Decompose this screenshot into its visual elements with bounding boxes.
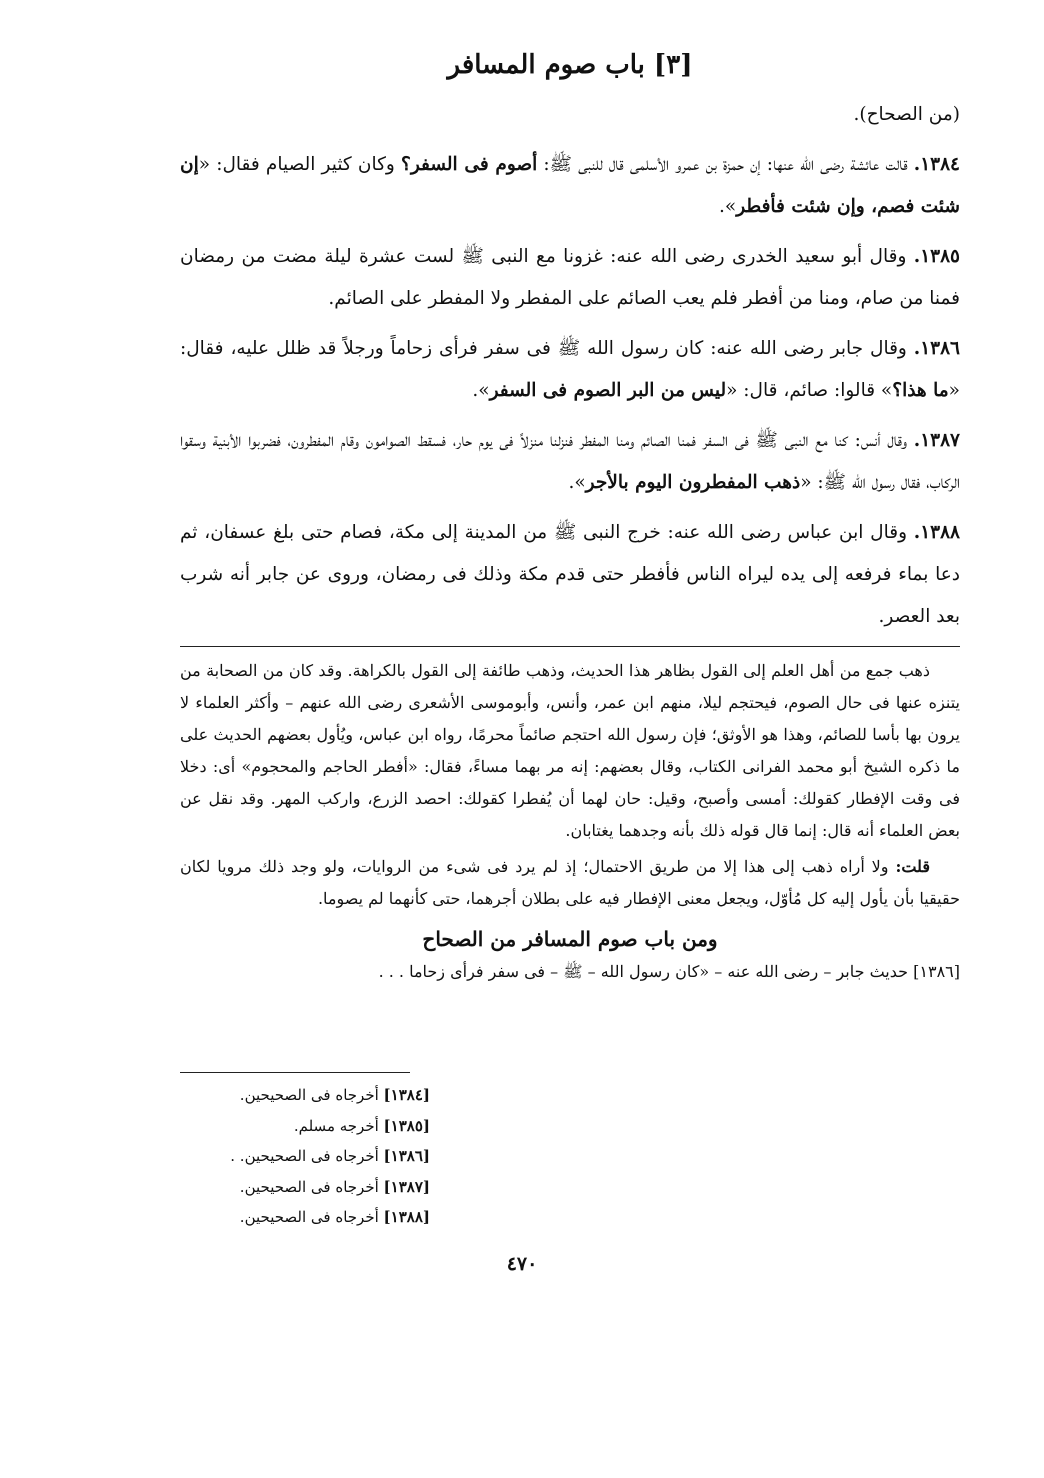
page-number: ٤٧٠ <box>506 1253 538 1275</box>
commentary-paragraph <box>180 851 960 915</box>
footnotes <box>180 1080 430 1233</box>
hadith-quote: ذهب المفطرون اليوم بالأجر <box>585 472 801 493</box>
hadith-number: ١٣٨٨. <box>913 522 960 543</box>
hadith-number: ١٣٨٥. <box>913 246 960 267</box>
hadith-text: وقال ابن عباس رضى الله عنه: خرج النبى ﷺ من المدينة إلى مكة، فصام حتى بلغ عسفان، ثم دعا بماء فرفعه إلى يده ليراه الناس فأفطر حتى قدم مكة وذلك فى رمضان، وروى عن جابر أنه شرب بعد العصر. <box>180 522 960 627</box>
hadith-text: » قالوا: صائم، قال: « <box>726 380 893 401</box>
commentary-text: ولا أراه ذهب إلى هذا إلا من طريق الاحتمال؛ إذ لم يرد فى شىء من الروايات، ولو وجد ذلك مرويا لكان حقيقيا بأن يأول إليه كل مُأوّل، ويجعل معنى الإفطار فيه على بطلان أجرهما، حتى كأنهما لم يصوما. <box>180 857 960 908</box>
hadith-text: وكان كثير الصيام فقال: « <box>198 154 402 175</box>
hadith-text: وقال جابر رضى الله عنه: كان رسول الله ﷺ فى سفر فرأى زحاماً ورجلاً قد ظلل عليه، فقال: « <box>180 338 960 401</box>
footnote-item <box>180 1202 430 1233</box>
hadith-text: ». <box>718 196 737 217</box>
footnote-text: أخرجاه فى الصحيحين. <box>239 1086 384 1104</box>
hadith-1384 <box>180 144 960 228</box>
hadith-number: ١٣٨٦. <box>913 338 960 359</box>
hadith-quote: ما هذا؟ <box>892 380 949 401</box>
hadith-text: وقال أنس: كنا مع النبى ﷺ فى السفر فمنا الصائم ومنا المفطر فنزلنا منزلاً فى يوم حار، فسقط الصوامون وقام المفطرون، فضربوا الأبنية وسقوا الركاب، فقال رسول الله ﷺ: « <box>180 430 960 493</box>
footnote-item <box>180 1111 430 1142</box>
hadith-quote: ليس من البر الصوم فى السفر <box>489 380 727 401</box>
hadith-text: ». <box>472 380 490 401</box>
hadith-1385 <box>180 236 960 320</box>
footnote-text: أخرجاه فى الصحيحين. <box>239 1208 384 1226</box>
footnote-item <box>180 1080 430 1111</box>
commentary-paragraph <box>180 655 960 847</box>
footnote-text: أخرجه مسلم. <box>293 1116 384 1135</box>
footnote-item <box>180 1141 430 1172</box>
chapter-title: [٣] باب صوم المسافر <box>447 50 693 80</box>
hadith-quote: أصوم فى السفر؟ <box>401 154 538 175</box>
hadith-reference: [١٣٨٦] حديث جابر – رضى الله عنه – «كان رسول الله – ﷺ – فى سفر فرأى زحاما . . . <box>378 962 960 981</box>
footnote-text: أخرجاه فى الصحيحين. . <box>230 1147 384 1165</box>
section-divider <box>180 646 960 647</box>
footnote-text: أخرجاه فى الصحيحين. <box>239 1177 384 1196</box>
hadith-text: قالت عائشة رضى الله عنها: إن حمزة بن عمرو الأسلمى قال للنبى ﷺ: <box>537 154 914 175</box>
footnote-number: [١٣٨٥] <box>383 1116 430 1135</box>
hadith-text: وقال أبو سعيد الخدرى رضى الله عنه: غزونا مع النبى ﷺ لست عشرة ليلة مضت من رمضان فمنا من صام، ومنا من أفطر فلم يعب الصائم على المفطر ولا المفطر على الصائم. <box>180 246 960 309</box>
hadith-1388 <box>180 512 960 638</box>
source-note: (من الصحاح). <box>853 104 960 125</box>
footnote-item <box>180 1172 430 1203</box>
hadith-number: ١٣٨٤. <box>913 154 960 175</box>
hadith-1386 <box>180 328 960 412</box>
footnote-number: [١٣٨٦] <box>383 1147 430 1165</box>
commentary-lead: قلت: <box>895 857 930 876</box>
footnote-number: [١٣٨٤] <box>383 1086 430 1104</box>
hadith-number: ١٣٨٧. <box>913 430 960 451</box>
hadith-1387 <box>180 420 960 504</box>
section-subtitle: ومن باب صوم المسافر من الصحاح <box>422 927 718 951</box>
footnote-number: [١٣٨٧] <box>383 1177 430 1196</box>
footnote-number: [١٣٨٨] <box>383 1208 430 1226</box>
commentary-text: ذهب جمع من أهل العلم إلى القول بظاهر هذا الحديث، وذهب طائفة إلى القول بالكراهة. وقد كان من الصحابة من يتنزه عنها فى حال الصوم، فيحتجم ليلا، منهم ابن عمر، وأنس، وأبوموسى الأشعرى رضى الله عنهم – وأكثر العلماء لا يرون بها بأسا للصائم، وهذا هو الأوثق؛ فإن رسول الله احتجم صائماً محرمًا، رواه ابن عباس، ويُأول بعضهم الحديث على ما ذكره الشيخ أبو محمد الفرانى الكتاب، وقال بعضهم: إنه مر بهما مساءً، فقال: «أفطر الحاجم والمحجوم» أى: دخلا فى وقت الإفطار كقولك: أمسى وأصبح، وقيل: حان لهما أن يُفطرا كقولك: احصد الزرع، واركب المهر. وقد نقل عن بعض العلماء أنه قال: إنما قال قوله ذلك بأنه وجدهما يغتابان. <box>180 661 961 840</box>
hadith-text: ». <box>568 472 586 493</box>
hadith-quote: إن شئت فصم، وإن شئت فأفطر <box>180 154 960 217</box>
footnote-divider <box>180 1072 410 1073</box>
page-content <box>180 50 961 1226</box>
